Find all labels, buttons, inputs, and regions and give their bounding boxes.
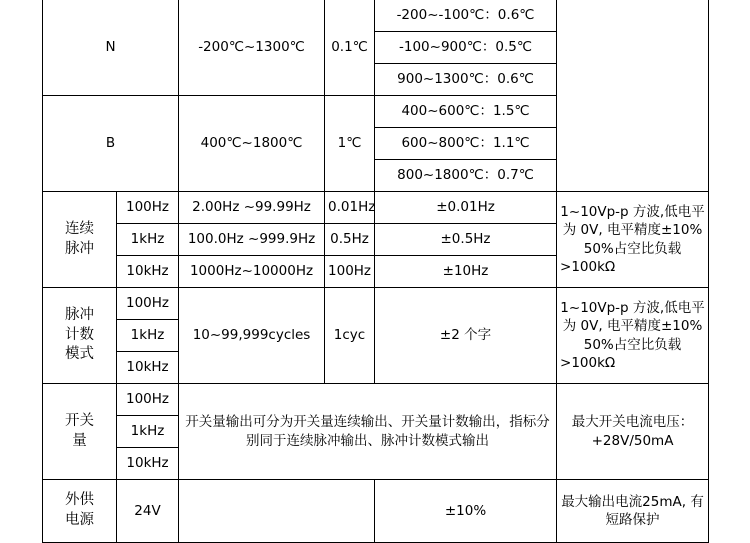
specification-table [42,0,709,543]
pulse-count-freq-3: 10kHz [117,352,179,384]
continuous-pulse-range-3: 1000Hz~10000Hz [179,256,325,288]
pulse-count-label [43,288,117,384]
pulse-count-note: 1~10Vp-p 方波,低电平为 0V, 电平精度±10% 50%占空比负载>100kΩ [557,288,709,384]
continuous-pulse-freq-3: 10kHz [117,256,179,288]
table-row [43,192,709,224]
continuous-pulse-label-line-2: 脉冲 [65,240,94,257]
thermo-n-label: N [43,0,179,96]
pulse-count-resolution: 1cyc [325,288,375,384]
external-power-voltage: 24V [117,480,179,543]
pulse-count-label-line-3: 模式 [65,346,94,363]
switch-output-description: 开关量输出可分为开关量连续输出、开关量计数输出，指标分别同于连续脉冲输出、脉冲计数模式输出 [179,384,557,480]
switch-output-freq-2: 1kHz [117,416,179,448]
pulse-count-label-line-1: 脉冲 [65,307,94,324]
external-power-range [179,480,375,543]
external-power-note: 最大输出电流25mA, 有短路保护 [557,480,709,543]
continuous-pulse-label-line-1: 连续 [65,220,94,237]
continuous-pulse-freq-2: 1kHz [117,224,179,256]
continuous-pulse-resolution-3: 100Hz [325,256,375,288]
pulse-count-range: 10~99,999cycles [179,288,325,384]
thermo-b-accuracy-2: 600~800℃：1.1℃ [375,128,557,160]
thermo-n-resolution: 0.1℃ [325,0,375,96]
pulse-count-freq-2: 1kHz [117,320,179,352]
switch-output-freq-1: 100Hz [117,384,179,416]
external-power-label-line-2: 电源 [65,512,94,528]
switch-output-label [43,384,117,480]
switch-output-freq-3: 10kHz [117,448,179,480]
pulse-count-accuracy: ±2 个字 [375,288,557,384]
continuous-pulse-resolution-2: 0.5Hz [325,224,375,256]
continuous-pulse-resolution-1: 0.01Hz [325,192,375,224]
switch-output-note: 最大开关电流电压：+28V/50mA [557,384,709,480]
continuous-pulse-accuracy-1: ±0.01Hz [375,192,557,224]
continuous-pulse-accuracy-3: ±10Hz [375,256,557,288]
continuous-pulse-freq-1: 100Hz [117,192,179,224]
pulse-count-label-line-2: 计数 [65,326,94,343]
thermo-n-accuracy-1: -200~-100℃：0.6℃ [375,0,557,32]
switch-output-label-line-1: 开关 [65,412,94,429]
external-power-label-line-1: 外供 [65,492,94,509]
table-row [43,384,709,416]
external-power-label [43,480,117,543]
continuous-pulse-range-1: 2.00Hz ~99.99Hz [179,192,325,224]
table-row [43,480,709,543]
external-power-accuracy: ±10% [375,480,557,543]
table-row [43,288,709,320]
continuous-pulse-note: 1~10Vp-p 方波,低电平为 0V, 电平精度±10% 50%占空比负载>100kΩ [557,192,709,288]
continuous-pulse-range-2: 100.0Hz ~999.9Hz [179,224,325,256]
thermo-b-label: B [43,96,179,192]
thermo-b-accuracy-3: 800~1800℃：0.7℃ [375,160,557,192]
pulse-count-freq-1: 100Hz [117,288,179,320]
continuous-pulse-label [43,192,117,288]
thermo-n-accuracy-3: 900~1300℃：0.6℃ [375,64,557,96]
table-row [43,0,709,32]
thermo-b-accuracy-1: 400~600℃：1.5℃ [375,96,557,128]
thermo-note-empty [557,0,709,192]
switch-output-label-line-2: 量 [72,432,87,449]
thermo-b-range: 400℃~1800℃ [179,96,325,192]
thermo-b-resolution: 1℃ [325,96,375,192]
continuous-pulse-accuracy-2: ±0.5Hz [375,224,557,256]
thermo-n-range: -200℃~1300℃ [179,0,325,96]
thermo-n-accuracy-2: -100~900℃：0.5℃ [375,32,557,64]
